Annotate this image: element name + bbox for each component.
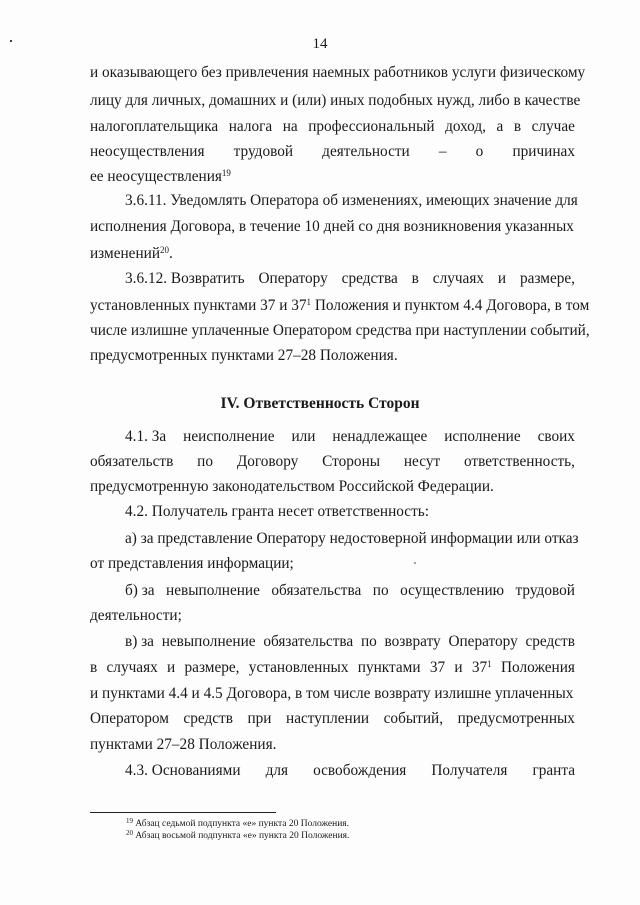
word: обязательств — [90, 453, 174, 470]
text-line: от представления информации; — [90, 555, 294, 572]
word: размере, — [520, 270, 575, 287]
text-fragment: Положения — [500, 659, 575, 676]
text-line — [90, 659, 575, 677]
word: профессиональный — [308, 118, 435, 135]
word: б) за — [125, 582, 155, 599]
word: осуществлению — [400, 582, 505, 599]
page-number: 14 — [312, 36, 328, 52]
footnote-ref: 19 — [221, 168, 231, 178]
text-line — [90, 710, 575, 728]
word: предусмотренных — [457, 710, 575, 727]
word: невыполнение — [166, 582, 260, 599]
text-line — [90, 453, 575, 471]
word: средств — [183, 710, 233, 727]
word: средств — [525, 633, 575, 650]
word: гранта — [532, 762, 575, 779]
word: случае — [531, 118, 575, 135]
footnote — [126, 818, 349, 830]
footnote-ref: 20 — [160, 245, 170, 255]
text-fragment: пунктами — [357, 659, 421, 676]
text-fragment: $37^1$ — [471, 659, 492, 676]
word: Оператору — [448, 633, 518, 650]
word: своих — [537, 428, 575, 445]
word: Стороны — [322, 453, 381, 470]
text-line — [125, 428, 575, 446]
word: несут — [403, 453, 441, 470]
word: Договору — [236, 453, 299, 470]
text-line: и пунктами 4.4 и 4.5 Договора, в том числе возврату излишне уплаченных — [90, 685, 574, 702]
word: обязательства — [271, 582, 362, 599]
word: трудовой — [515, 582, 575, 599]
word: и — [497, 270, 507, 287]
text-line: пунктами 27–28 Положения. — [90, 736, 277, 753]
text-fragment: размере, — [184, 659, 240, 676]
section-heading: IV. Ответственность Сторон — [220, 395, 420, 412]
word: обязательства — [263, 633, 354, 650]
text-fragment: Положения и пунктом 4.4 Договора, в том — [311, 297, 590, 314]
text-line: а) за представление Оператору недостоверной информации или отказ — [125, 530, 579, 547]
word: в — [513, 118, 522, 135]
text-fragment: и — [167, 659, 176, 676]
word: в — [411, 270, 419, 287]
word: Получателя — [431, 762, 508, 779]
text-fragment: в — [90, 659, 98, 676]
text-fragment: 37 — [429, 659, 446, 676]
word: или — [291, 428, 316, 445]
word: в) за — [125, 633, 154, 650]
word: налога — [228, 118, 273, 135]
text-line — [90, 143, 575, 161]
text-line: 4.2. Получатель гранта несет ответственность: — [125, 503, 429, 520]
word: по — [360, 633, 377, 650]
word: деятельности — [322, 143, 410, 160]
word: событий, — [383, 710, 444, 727]
word: налогоплательщика — [90, 118, 219, 135]
text-fragment: установленных пунктами 37 и 37 — [90, 297, 307, 314]
footnote-separator — [90, 812, 276, 813]
word: по — [372, 582, 389, 599]
text-line: лицу для личных, домашних и (или) иных подобных нужд, либо в качестве — [90, 92, 581, 109]
word: ненадлежащее — [332, 428, 428, 445]
scan-speck — [414, 562, 416, 564]
text-line: исполнения Договора, в течение 10 дней со дня возникновения указанных — [90, 218, 574, 235]
text-line: и оказывающего без привлечения наемных работников услуги физическому — [90, 64, 586, 81]
word: средства — [341, 270, 398, 287]
text-line: числе излишне уплаченные Оператором средства при наступлении событий, — [90, 322, 590, 339]
text-line — [125, 633, 575, 651]
footnote-text: Абзац седьмой подпункта «е» пункта 20 Положения. — [133, 819, 350, 829]
word: по — [197, 453, 213, 470]
superscript: 1 — [487, 659, 492, 669]
text-line — [90, 168, 231, 186]
word: Оператором — [90, 710, 169, 727]
footnote-text: Абзац восьмой подпункта «е» пункта 20 Положения. — [133, 831, 350, 841]
footnote-number: 19 — [126, 817, 133, 825]
word: для — [265, 762, 289, 779]
footnote-number: 20 — [126, 829, 133, 837]
word: при — [247, 710, 272, 727]
text-line — [125, 762, 575, 780]
text-fragment: изменений — [90, 245, 161, 262]
word: возврату — [384, 633, 441, 650]
word: исполнение — [444, 428, 521, 445]
text-line — [125, 270, 575, 288]
word: освобождения — [313, 762, 407, 779]
word: 4.3. Основаниями — [125, 762, 241, 779]
word: – — [438, 143, 447, 160]
word: неосуществления — [90, 143, 205, 160]
word: на — [282, 118, 298, 135]
text-fragment: установленных — [248, 659, 349, 676]
word: 3.6.12. Возвратить — [125, 270, 245, 287]
word: причинах — [512, 143, 575, 160]
word: случаях — [432, 270, 485, 287]
text-line: изменений$^{20}$. — [90, 245, 173, 262]
text-line: 3.6.11. Уведомлять Оператора об изменениях, имеющих значение для — [125, 192, 578, 209]
word: о — [475, 143, 484, 160]
text-line: предусмотренных пунктами 27–28 Положения. — [90, 347, 398, 364]
text-fragment: и — [454, 659, 463, 676]
footnote — [126, 830, 349, 842]
word: Оператору — [258, 270, 328, 287]
word: 4.1. За — [125, 428, 167, 445]
text-line: деятельности; — [90, 607, 182, 624]
text-fragment: ее неосуществления — [90, 168, 222, 185]
word: невыполнение — [161, 633, 256, 650]
text-line: предусмотренную законодательством Российской Федерации. — [90, 478, 494, 495]
text-fragment: случаях — [106, 659, 158, 676]
text-line — [90, 297, 589, 315]
word: ответственность, — [463, 453, 575, 470]
text-line — [90, 118, 575, 136]
word: наступлении — [286, 710, 370, 727]
text-line — [125, 582, 575, 600]
word: неисполнение — [183, 428, 275, 445]
word: а — [496, 118, 504, 135]
word: трудовой — [233, 143, 294, 160]
superscript: 1 — [306, 297, 312, 307]
word: доход, — [445, 118, 486, 135]
